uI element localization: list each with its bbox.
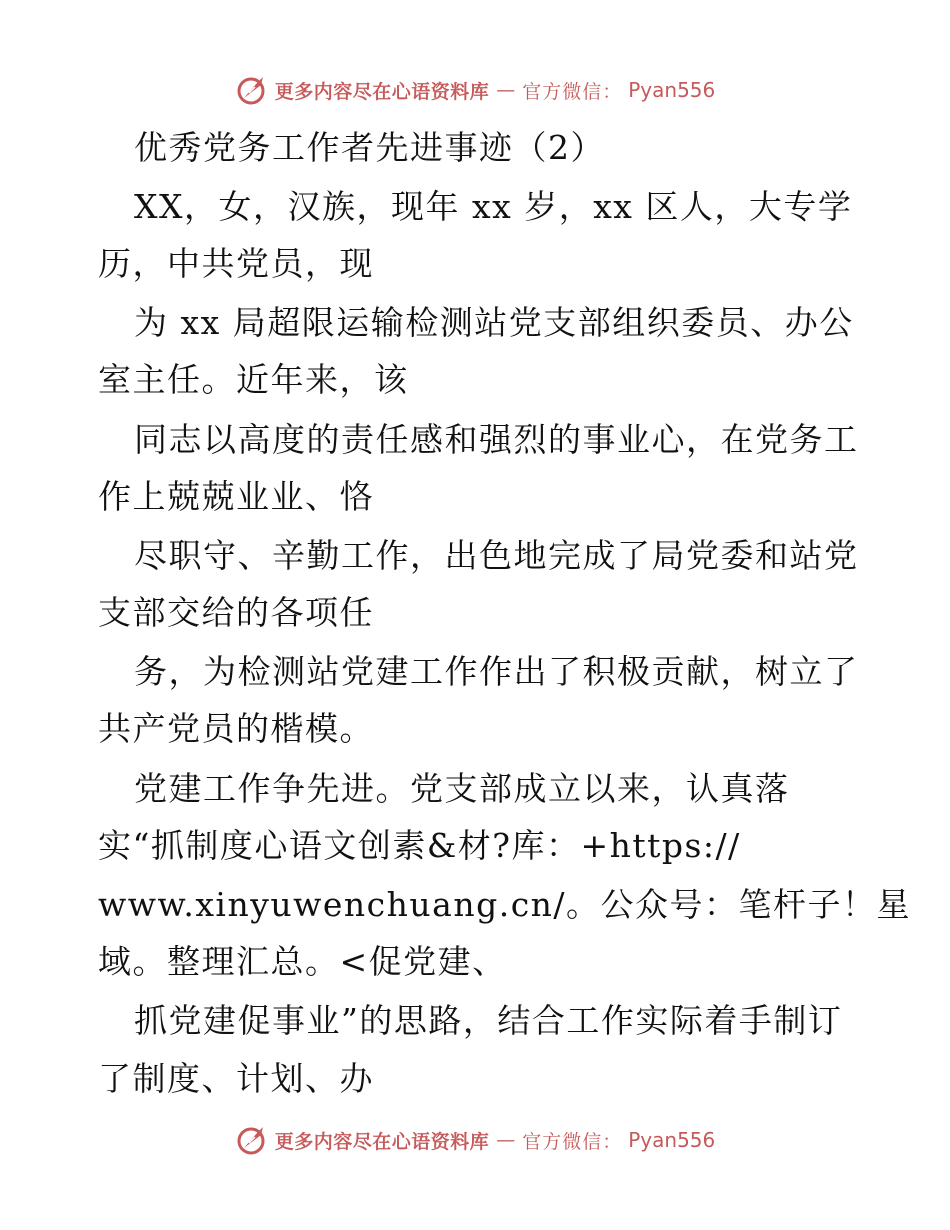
banner-official-label: 官方微信： bbox=[522, 1130, 623, 1153]
footer-watermark-banner bbox=[0, 1120, 950, 1160]
banner-slogan: 更多内容尽在心语资料库 bbox=[274, 1130, 490, 1153]
banner-dash: — bbox=[496, 79, 516, 101]
text-line: 为 xx 局超限运输检测站党支部组织委员、办公 bbox=[134, 303, 854, 342]
text-line: 抓党建促事业”的思路，结合工作实际着手制订 bbox=[134, 1001, 843, 1040]
text-line: 历，中共党员，现 bbox=[98, 244, 374, 283]
text-line: 了制度、计划、办 bbox=[98, 1059, 374, 1098]
text-line: 支部交给的各项任 bbox=[98, 593, 374, 632]
text-line: 室主任。近年来，该 bbox=[98, 360, 409, 399]
text-line: www.xinyuwenchuang.cn/。公众号：笔杆子！星 bbox=[98, 885, 912, 924]
text-line: 域。整理汇总。<促党建、 bbox=[98, 942, 507, 981]
text-line: 作上兢兢业业、恪 bbox=[98, 477, 374, 516]
banner-official-label: 官方微信： bbox=[522, 80, 623, 103]
quill-logo-icon bbox=[235, 73, 269, 107]
document-title: 优秀党务工作者先进事迹（2） bbox=[134, 128, 605, 167]
banner-dash: — bbox=[496, 1129, 516, 1151]
text-line: 共产党员的楷模。 bbox=[98, 709, 374, 748]
banner-wechat-id: Pyan556 bbox=[628, 1128, 716, 1152]
banner-wechat-id: Pyan556 bbox=[628, 78, 716, 102]
text-line: 务，为检测站党建工作作出了积极贡献，树立了 bbox=[134, 652, 859, 691]
text-line: 党建工作争先进。党支部成立以来，认真落 bbox=[134, 769, 790, 808]
text-line: XX，女，汉族，现年 xx 岁，xx 区人，大专学 bbox=[134, 187, 853, 226]
banner-slogan: 更多内容尽在心语资料库 bbox=[274, 80, 490, 103]
text-line: 尽职守、辛勤工作，出色地完成了局党委和站党 bbox=[134, 536, 859, 575]
quill-logo-icon bbox=[235, 1123, 269, 1157]
text-line: 实“抓制度心语文创素&材?库：+https:// bbox=[98, 826, 741, 865]
header-watermark-banner bbox=[0, 70, 950, 110]
text-line: 同志以高度的责任感和强烈的事业心，在党务工 bbox=[134, 420, 859, 459]
